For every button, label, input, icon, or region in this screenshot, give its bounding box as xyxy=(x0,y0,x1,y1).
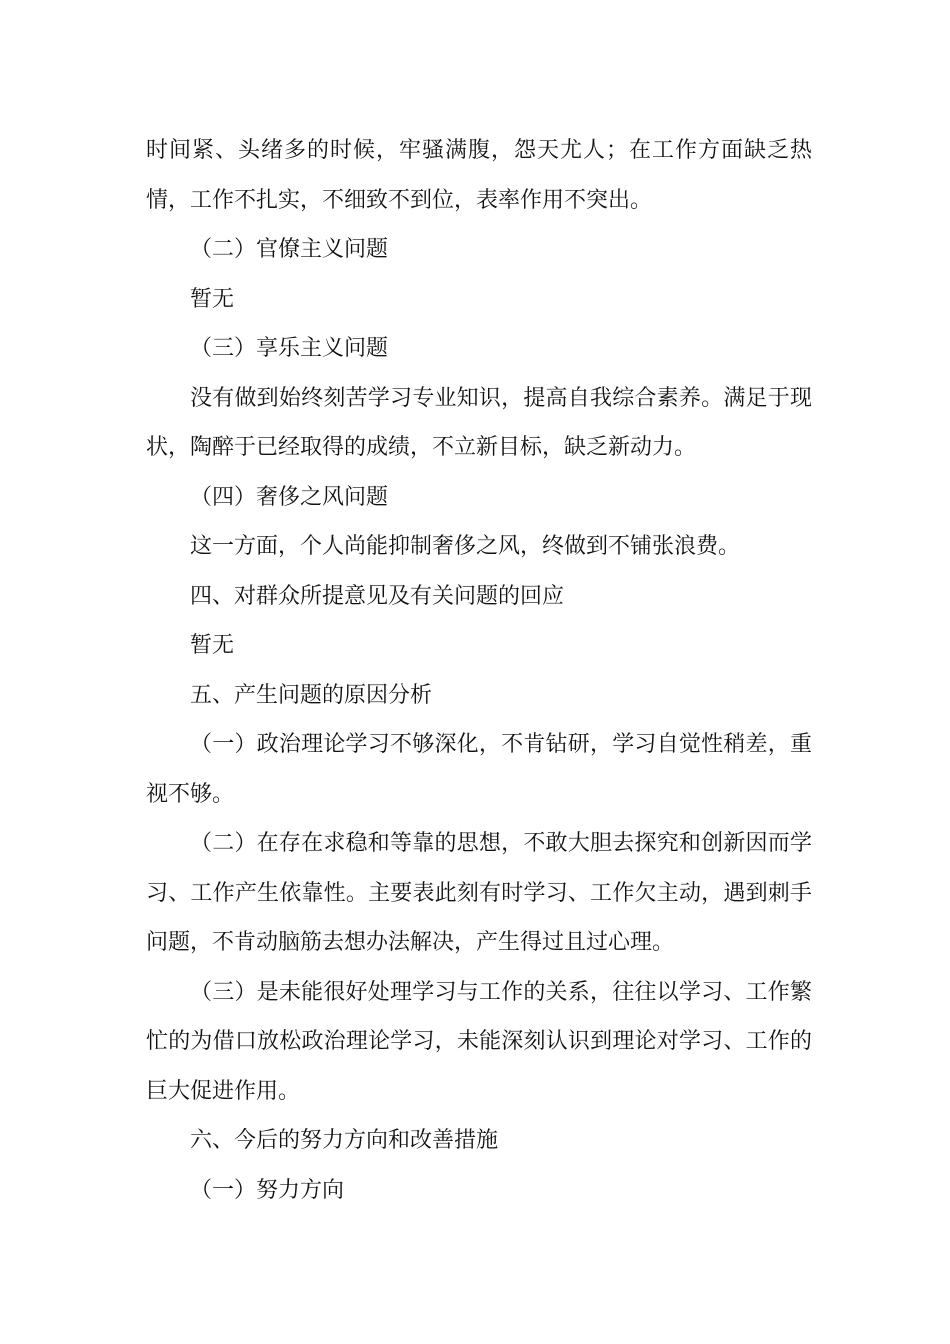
heading-hedonism: （三）享乐主义问题 xyxy=(190,336,389,361)
paragraph-cause-3: （三）是未能很好处理学习与工作的关系，往往以学习、工作繁忙的为借口放松政治理论学习，未能深刻认识到理论对学习、工作的巨大促进作用。 xyxy=(146,979,812,1104)
heading-extravagance: （四）奢侈之风问题 xyxy=(190,484,389,510)
heading-direction: （一）努力方向 xyxy=(190,1177,345,1203)
paragraph-hedonism: 没有做到始终刻苦学习专业知识，提高自我综合素养。满足于现状，陶醉于已经取得的成绩，不立新目标，缺乏新动力。 xyxy=(146,385,812,460)
heading-section-six: 六、今后的努力方向和改善措施 xyxy=(190,1128,499,1153)
paragraph-extravagance: 这一方面，个人尚能抑制奢侈之风，终做到不铺张浪费。 xyxy=(190,534,741,559)
heading-section-four: 四、对群众所提意见及有关问题的回应 xyxy=(190,583,565,609)
heading-bureaucratism: （二）官僚主义问题 xyxy=(190,237,389,262)
paragraph-none-1: 暂无 xyxy=(190,286,235,312)
document-body xyxy=(146,126,812,1215)
paragraph-1: 时间紧、头绪多的时候，牢骚满腹，怨天尤人；在工作方面缺乏热情，工作不扎实，不细致不到位，表率作用不突出。 xyxy=(146,138,812,213)
heading-section-five: 五、产生问题的原因分析 xyxy=(190,682,433,708)
paragraph-none-2: 暂无 xyxy=(190,633,235,658)
paragraph-cause-1: （一）政治理论学习不够深化，不肯钻研，学习自觉性稍差，重视不够。 xyxy=(146,732,812,807)
paragraph-cause-2: （二）在存在求稳和等靠的思想，不敢大胆去探究和创新因而学习、工作产生依靠性。主要表此刻有时学习、工作欠主动，遇到刺手问题，不肯动脑筋去想办法解决，产生得过且过心理。 xyxy=(146,831,812,955)
